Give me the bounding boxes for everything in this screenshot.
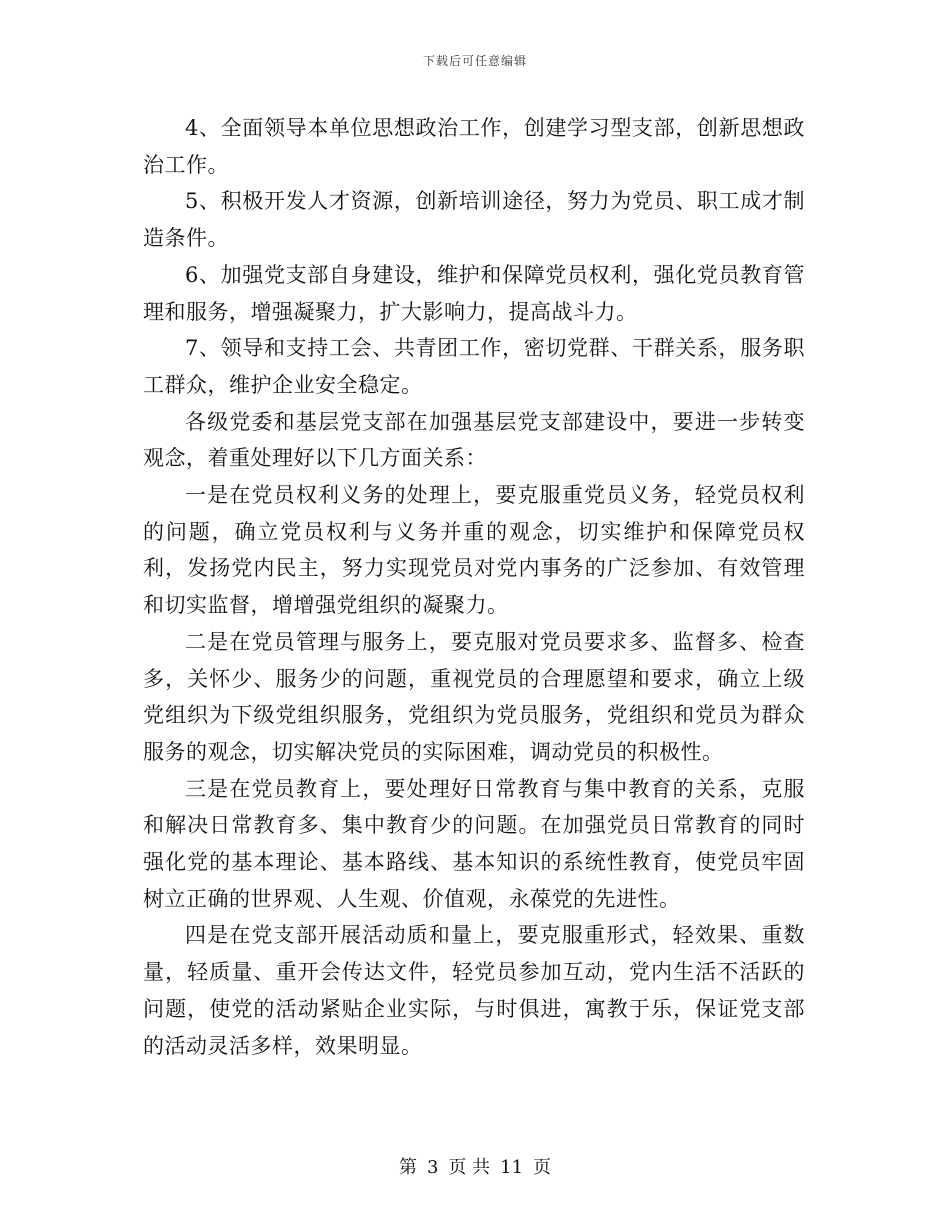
paragraph-item-4: 4、全面领导本单位思想政治工作，创建学习型支部，创新思想政治工作。 xyxy=(143,116,805,177)
footer-page-number: 3 xyxy=(426,1157,439,1178)
document-body xyxy=(143,110,805,1064)
paragraph-item-6: 6、加强党支部自身建设，维护和保障党员权利，强化党员教育管理和服务，增强凝聚力，扩大影响力，提高战斗力。 xyxy=(143,262,805,324)
paragraph-item-7: 7、领导和支持工会、共青团工作，密切党群、干群关系，服务职工群众，维护企业安全稳定。 xyxy=(143,336,805,397)
footer-total-pages: 11 xyxy=(500,1157,524,1178)
footer-suffix: 页 xyxy=(533,1157,552,1178)
paragraph-relation-3: 三是在党员教育上，要处理好日常教育与集中教育的关系，克服和解决日常教育多、集中教育少的问题。在加强党员日常教育的同时强化党的基本理论、基本路线、基本知识的系统性教育，使党员牢固树立正确的世界观、人生观、价值观，永葆党的先进性。 xyxy=(143,776,805,911)
page-footer xyxy=(0,1153,950,1179)
footer-prefix: 第 xyxy=(398,1157,417,1178)
paragraph-intro-relations: 各级党委和基层党支部在加强基层党支部建设中，要进一步转变观念，着重处理好以下几方面关系： xyxy=(143,409,805,471)
footer-middle: 页 共 xyxy=(448,1157,491,1178)
header-text: 下载后可任意编辑 xyxy=(422,54,527,68)
paragraph-relation-4: 四是在党支部开展活动质和量上，要克服重形式，轻效果、重数量，轻质量、重开会传达文件，轻党员参加互动，党内生活不活跃的问题，使党的活动紧贴企业实际，与时俱进，寓教于乐，保证党支部的活动灵活多样，效果明显。 xyxy=(143,923,805,1058)
paragraph-item-5: 5、积极开发人才资源，创新培训途径，努力为党员、职工成才制造条件。 xyxy=(143,189,805,251)
paragraph-relation-2: 二是在党员管理与服务上，要克服对党员要求多、监督多、检查多，关怀少、服务少的问题，重视党员的合理愿望和要求，确立上级党组织为下级党组织服务，党组织为党员服务，党组织和党员为群众服务的观念，切实解决党员的实际困难，调动党员的积极性。 xyxy=(143,629,805,764)
paragraph-relation-1: 一是在党员权利义务的处理上，要克服重党员义务，轻党员权利的问题，确立党员权利与义务并重的观念，切实维护和保障党员权利，发扬党内民主，努力实现党员对党内事务的广泛参加、有效管理和切实监督，增增强党组织的凝聚力。 xyxy=(143,483,805,618)
page-header xyxy=(0,52,950,69)
